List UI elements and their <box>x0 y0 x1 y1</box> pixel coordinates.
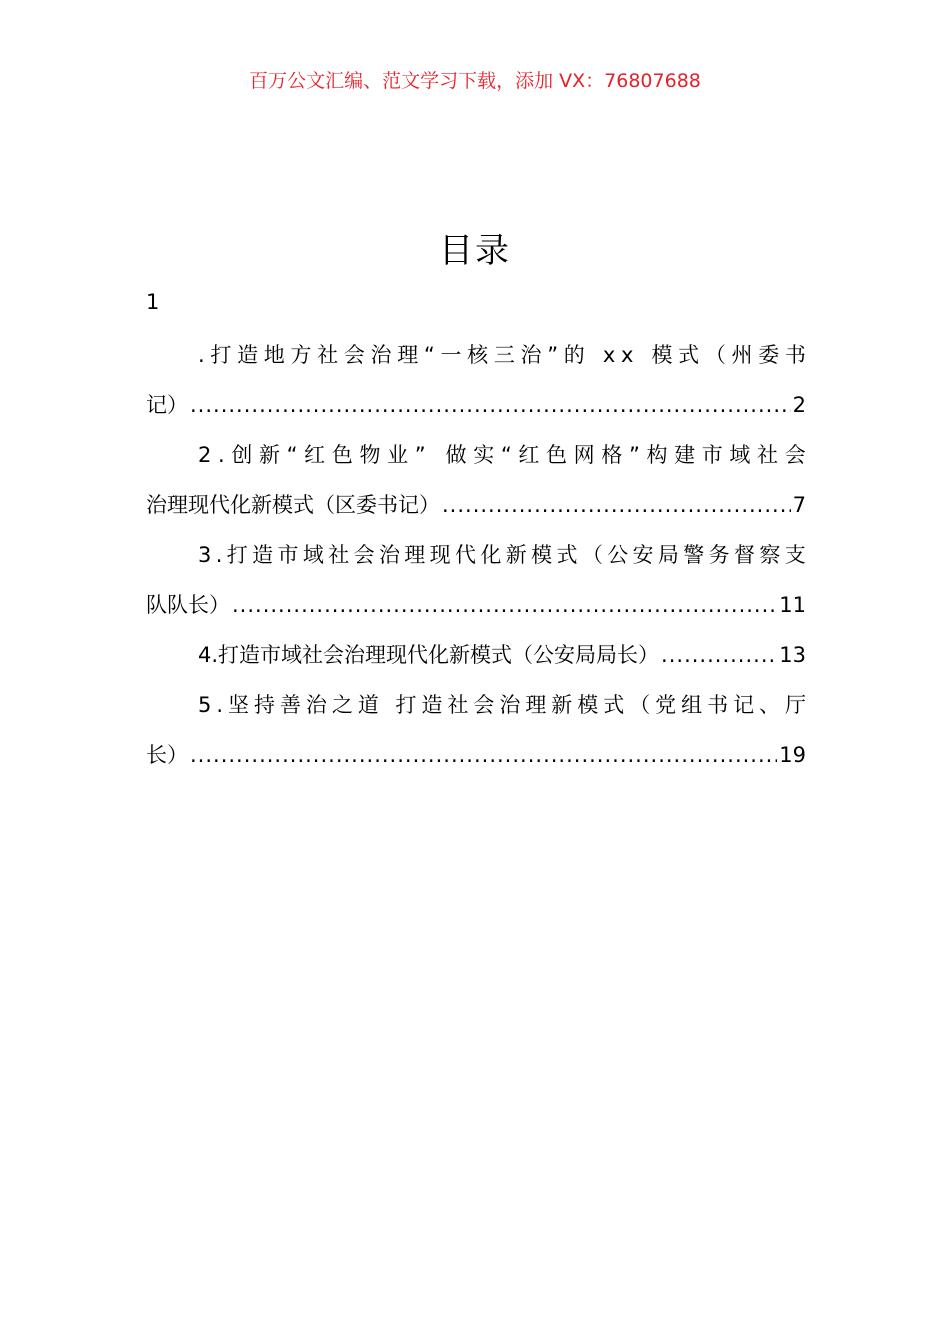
title-char: 红 <box>518 443 540 467</box>
title-char <box>639 330 646 380</box>
title-char: . <box>218 443 225 467</box>
title-char: ” <box>414 443 426 467</box>
title-char: 社 <box>328 543 350 567</box>
title-char: 委 <box>758 343 780 367</box>
title-char: 书 <box>784 343 806 367</box>
title-char: 色 <box>331 443 353 467</box>
title-char: “ <box>423 343 435 367</box>
title-char: 察 <box>759 543 781 567</box>
title-char: “ <box>500 443 512 467</box>
title-char: 色 <box>546 443 568 467</box>
title-char: 实 <box>473 443 495 467</box>
page-number: 2 <box>792 393 806 417</box>
title-char: 治 <box>499 693 521 717</box>
title-char: 、 <box>759 693 781 717</box>
title-char: 道 <box>357 693 379 717</box>
title-char: 新 <box>505 543 527 567</box>
title-char: 厅 <box>785 693 806 717</box>
toc-entry-title <box>146 430 806 480</box>
page-number: 13 <box>779 643 806 667</box>
toc-entry-3[interactable] <box>146 530 806 630</box>
dot-leader <box>442 480 791 530</box>
title-char: 记 <box>733 693 755 717</box>
title-char: （ <box>581 543 603 567</box>
title-char: （ <box>704 343 726 367</box>
title-char: 做 <box>445 443 467 467</box>
title-char: 打 <box>395 693 417 717</box>
title-char: ” <box>547 343 559 367</box>
title-char: 2 <box>198 443 212 467</box>
dot-leader <box>190 730 777 780</box>
toc-entry-continuation <box>146 580 806 630</box>
title-char <box>432 430 439 480</box>
title-char: 的 <box>563 343 585 367</box>
title-char: 会 <box>353 543 375 567</box>
title-char: 组 <box>681 693 703 717</box>
title-char: 域 <box>302 543 324 567</box>
dot-leader <box>232 580 777 630</box>
title-char: x <box>602 343 616 367</box>
toc-entry-2[interactable] <box>146 430 806 530</box>
title-char: 支 <box>784 543 806 567</box>
title-char: 业 <box>387 443 409 467</box>
title-char: 代 <box>455 543 477 567</box>
title-char: 模 <box>531 543 553 567</box>
title-char: 社 <box>757 443 779 467</box>
title-char: 理 <box>397 343 419 367</box>
title-char: 州 <box>731 343 753 367</box>
page-number: 7 <box>792 493 806 517</box>
title-char <box>384 680 391 730</box>
title-char: 5 <box>198 693 212 717</box>
toc-entry-title-tail: 记） <box>146 393 188 417</box>
title-char: （ <box>629 693 651 717</box>
title-char: 式 <box>678 343 700 367</box>
title-char: 网 <box>573 443 595 467</box>
toc-entry-4[interactable] <box>146 630 806 680</box>
title-char: 模 <box>577 693 599 717</box>
title-char: 物 <box>359 443 381 467</box>
title-char: 式 <box>556 543 578 567</box>
title-char: 之 <box>331 693 353 717</box>
toc-entry-title <box>146 530 806 580</box>
title-char: 党 <box>655 693 677 717</box>
title-char: 造 <box>252 543 274 567</box>
title-char: 一 <box>440 343 462 367</box>
title-char: 核 <box>467 343 489 367</box>
title-char: 方 <box>290 343 312 367</box>
title-char: x <box>620 343 634 367</box>
title-char: 构 <box>646 443 668 467</box>
title-char: 三 <box>493 343 515 367</box>
title-char: 书 <box>707 693 729 717</box>
toc-entry-title-tail: 队队长） <box>146 593 230 617</box>
toc-entry-continuation <box>146 480 806 530</box>
page-number: 11 <box>779 593 806 617</box>
page-title: 目录 <box>439 231 511 271</box>
title-char: “ <box>286 443 298 467</box>
title-char: 治 <box>370 343 392 367</box>
toc-entry-continuation <box>146 730 806 780</box>
title-char: 建 <box>674 443 696 467</box>
toc-entry-title-tail: 治理现代化新模式（区委书记） <box>146 493 440 517</box>
title-char: 社 <box>317 343 339 367</box>
title-char: 化 <box>480 543 502 567</box>
watermark-banner: 百万公文汇编、范文学习下载，添加 VX：76807688 <box>249 70 701 92</box>
title-char: 善 <box>279 693 301 717</box>
title-char: 理 <box>525 693 547 717</box>
toc-entry-continuation <box>146 380 806 430</box>
title-char: 持 <box>253 693 275 717</box>
toc-entry-title <box>146 330 806 380</box>
title-char: 现 <box>429 543 451 567</box>
title-char: 治 <box>520 343 542 367</box>
toc-entry-1[interactable] <box>146 330 806 430</box>
title-char: 创 <box>231 443 253 467</box>
title-char <box>590 330 597 380</box>
title-char: 域 <box>729 443 751 467</box>
title-char: 公 <box>607 543 629 567</box>
table-of-contents <box>146 286 806 780</box>
title-char: 造 <box>421 693 443 717</box>
dot-leader <box>190 380 791 430</box>
toc-entry-title-text: 4.打造市域社会治理现代化新模式（公安局局长） <box>198 643 660 667</box>
title-char: 安 <box>632 543 654 567</box>
title-char: 局 <box>657 543 679 567</box>
title-char: 模 <box>651 343 673 367</box>
title-char: 格 <box>601 443 623 467</box>
title-char: 市 <box>277 543 299 567</box>
title-char: 3 <box>198 543 212 567</box>
title-char: ” <box>628 443 640 467</box>
title-char: 督 <box>733 543 755 567</box>
title-char: 新 <box>551 693 573 717</box>
title-char: . <box>215 543 223 567</box>
title-char: 会 <box>784 443 806 467</box>
dot-leader <box>661 630 777 680</box>
title-char: 坚 <box>228 693 249 717</box>
title-char: 式 <box>603 693 625 717</box>
toc-entry-title-tail: 长） <box>146 743 188 767</box>
title-char: 红 <box>304 443 326 467</box>
title-char: 造 <box>237 343 259 367</box>
title-char: 治 <box>305 693 327 717</box>
title-char: 打 <box>210 343 232 367</box>
title-char: 社 <box>447 693 469 717</box>
title-char: 警 <box>683 543 705 567</box>
title-char: 地 <box>263 343 285 367</box>
toc-entry-title <box>146 680 806 730</box>
stray-number: 1 <box>146 290 160 314</box>
title-char: 务 <box>708 543 730 567</box>
title-char: 市 <box>701 443 723 467</box>
title-char: 打 <box>226 543 248 567</box>
title-char: . <box>198 343 205 367</box>
page-number: 19 <box>779 743 806 767</box>
title-char: 会 <box>473 693 495 717</box>
toc-entry-5[interactable] <box>146 680 806 780</box>
toc-entry-title <box>146 630 806 680</box>
title-char: . <box>216 693 224 717</box>
title-char: 治 <box>378 543 400 567</box>
title-char: 理 <box>404 543 426 567</box>
title-char: 会 <box>343 343 365 367</box>
title-char: 新 <box>258 443 280 467</box>
